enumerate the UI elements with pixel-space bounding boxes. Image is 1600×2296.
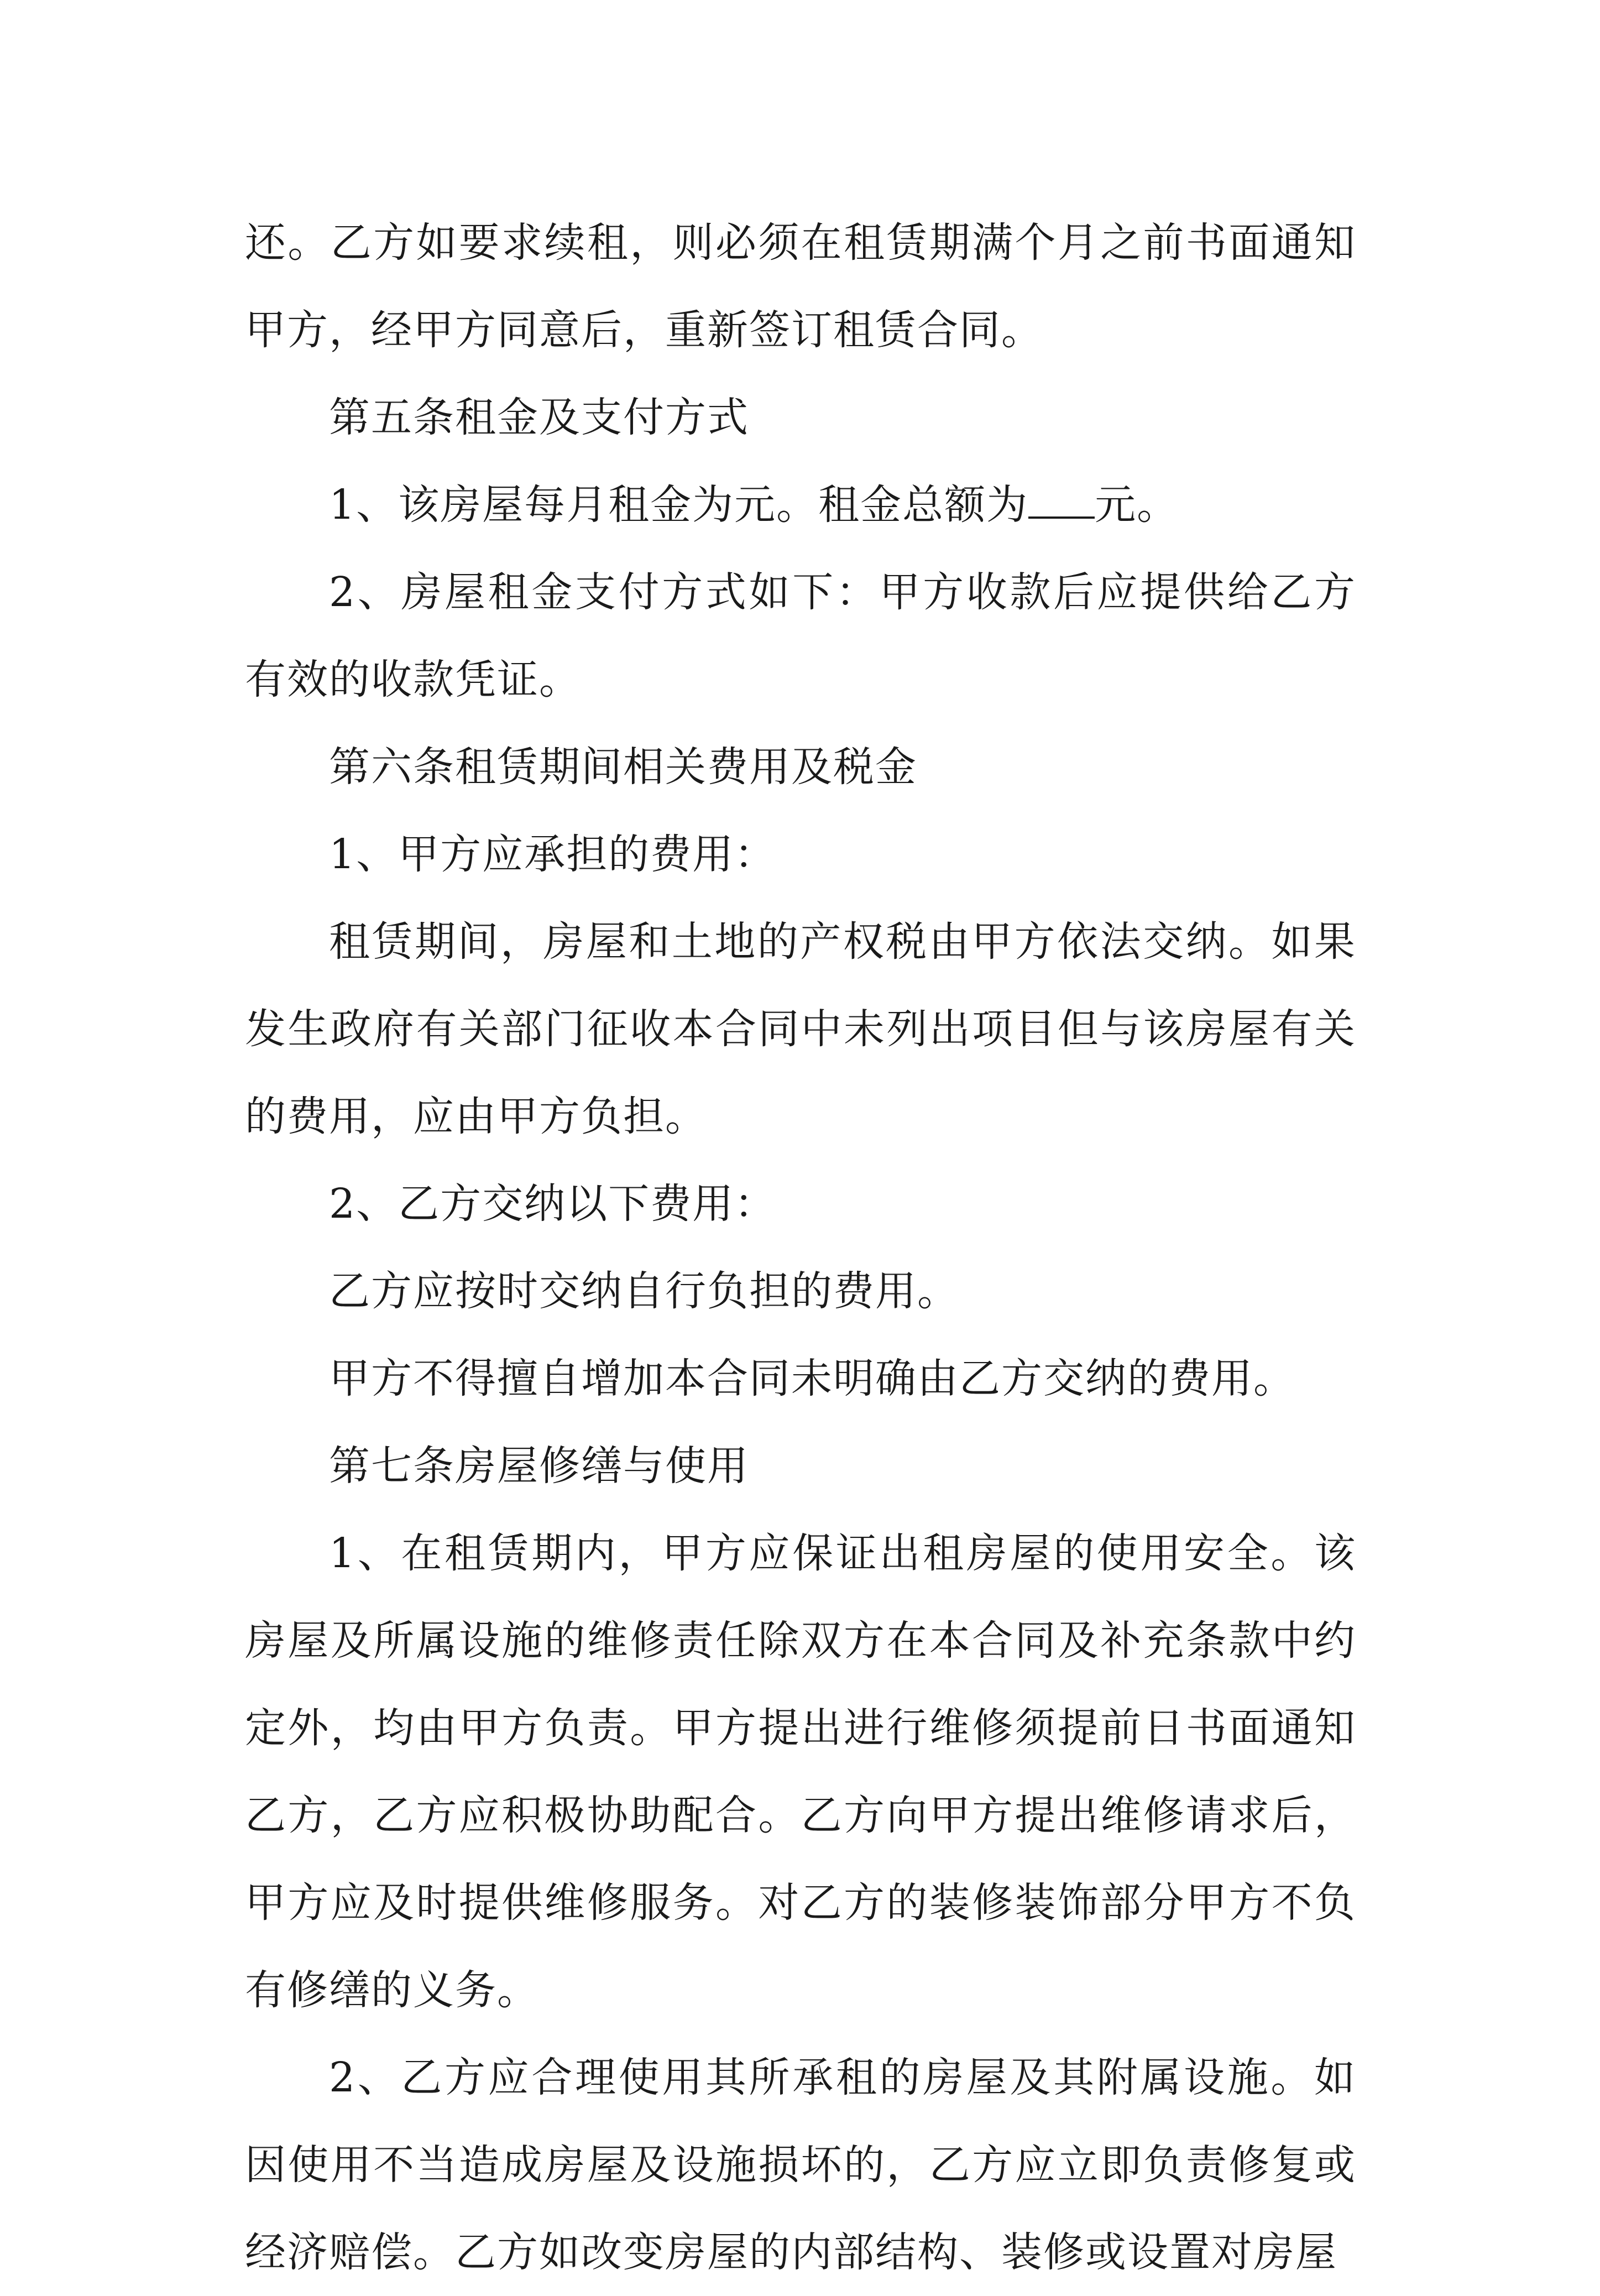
paragraph-renewal-clause: 还。乙方如要求续租，则必须在租赁期满个月之前书面通知甲方，经甲方同意后，重新签订租赁合同。 <box>245 219 1356 354</box>
paragraph-rent-amount <box>245 461 1356 549</box>
rent-total-blank <box>1028 483 1095 519</box>
paragraph-party-b-fees: 2、乙方交纳以下费用： <box>329 1180 777 1228</box>
paragraph-proper-use: 2、乙方应合理使用其所承租的房屋及其附属设施。如因使用不当造成房屋及设施损坏的，乙方应立即负责修复或经济赔偿。乙方如改变房屋的内部结构、装修或设置对房屋 <box>245 2054 1356 2276</box>
heading-article-5: 第五条租金及支付方式 <box>329 394 749 441</box>
rent-amount-text-before: 1、该房屋每月租金为元。租金总额为 <box>329 481 1029 529</box>
heading-article-6: 第六条租赁期间相关费用及税金 <box>329 743 917 791</box>
paragraph-party-b-payment: 乙方应按时交纳自行负担的费用。 <box>329 1267 959 1315</box>
paragraph-party-a-fees: 1、甲方应承担的费用： <box>329 831 777 878</box>
document-body <box>245 199 1356 2296</box>
paragraph-property-tax: 租赁期间，房屋和土地的产权税由甲方依法交纳。如果发生政府有关部门征收本合同中未列出项目但与该房屋有关的费用，应由甲方负担。 <box>245 918 1356 1140</box>
paragraph-no-extra-fees: 甲方不得擅自增加本合同未明确由乙方交纳的费用。 <box>329 1355 1295 1402</box>
heading-article-7: 第七条房屋修缮与使用 <box>329 1442 749 1490</box>
paragraph-payment-method: 2、房屋租金支付方式如下：甲方收款后应提供给乙方有效的收款凭证。 <box>245 568 1356 703</box>
rent-amount-text-after: 元。 <box>1095 481 1179 529</box>
paragraph-repair-duty: 1、在租赁期内，甲方应保证出租房屋的使用安全。该房屋及所属设施的维修责任除双方在本合同及补充条款中约定外，均由甲方负责。甲方提出进行维修须提前日书面通知乙方，乙方应积极协助配合。乙方向甲方提出维修请求后，甲方应及时提供维修服务。对乙方的装修装饰部分甲方不负有修缮的义务。 <box>245 1530 1356 2014</box>
